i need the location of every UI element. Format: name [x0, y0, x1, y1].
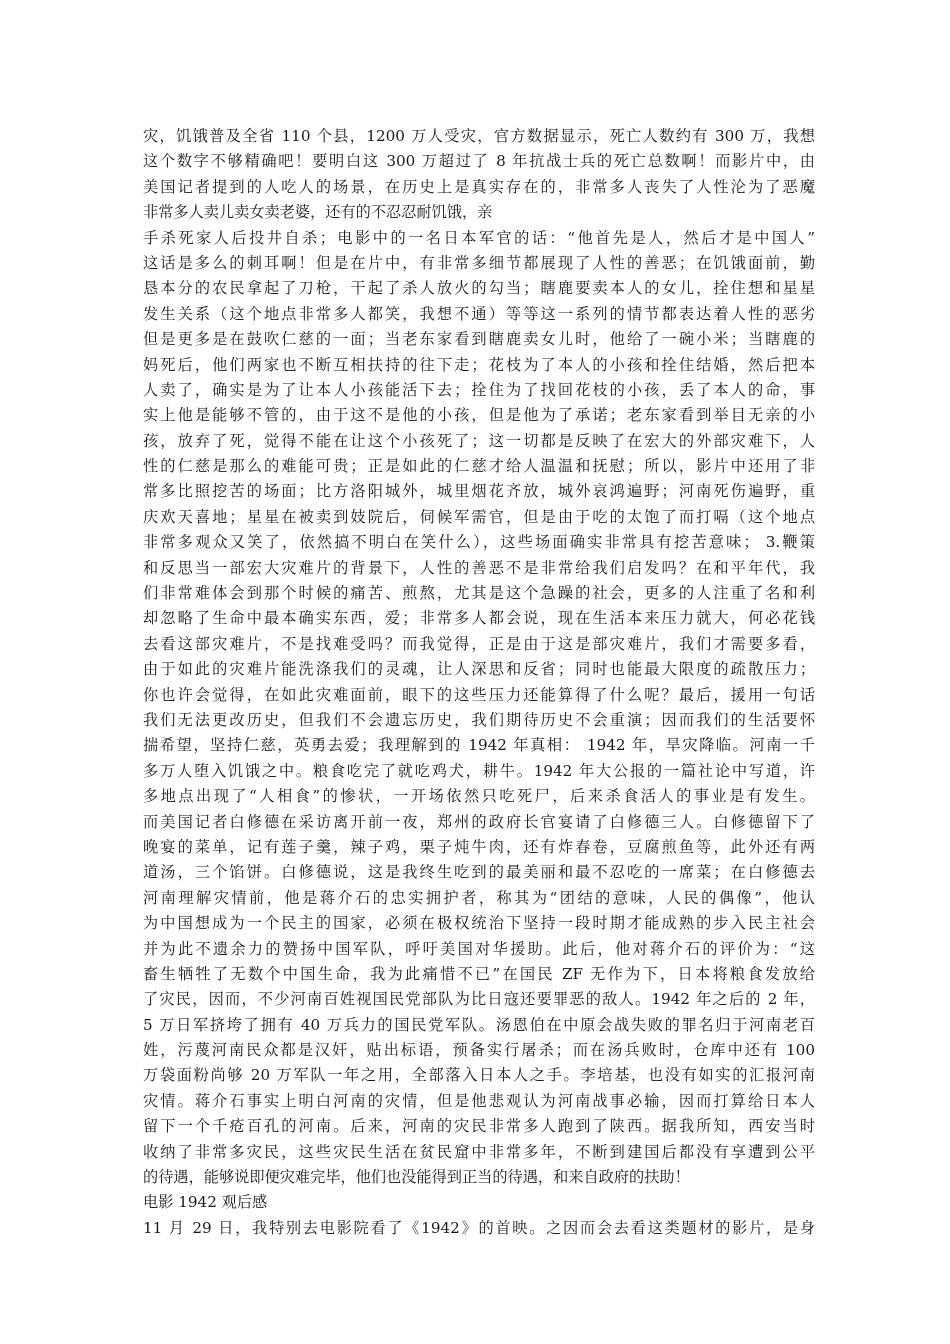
text-line: 手杀死家人后投井自杀；电影中的一名日本军官的话：“他首先是人，然后才是中国人” [143, 228, 815, 247]
text-line: 常多比照挖苦的场面；比方洛阳城外，城里烟花齐放，城外哀鸿遍野；河南死伤遍野，重 [143, 482, 815, 501]
text-line: 为中国想成为一个民主的国家，必须在极权统治下坚持一段时期才能成熟的步入民主社会 [143, 914, 815, 933]
text-line: 孩，放弃了死，觉得不能在让这个小孩死了；这一切都是反映了在宏大的外部灾难下，人 [143, 431, 815, 450]
text-line: 这个数字不够精确吧！要明白这 300 万超过了 8 年抗战士兵的死亡总数啊！而影片中，由 [143, 152, 815, 171]
text-line: 这话是多么的刺耳啊！但是在片中，有非常多细节都展现了人性的善恶；在饥饿面前，勤 [143, 253, 815, 272]
text-line: 发生关系（这个地点非常多人都笑，我想不通）等等这一系列的情节都表达着人性的恶劣 [143, 304, 815, 323]
text-line: 但是更多是在鼓吹仁慈的一面；当老东家看到瞎鹿卖女儿时，他给了一碗小米；当瞎鹿的 [143, 330, 815, 349]
text-line: 庆欢天喜地；星星在被卖到妓院后，伺候军需官，但是由于吃的太饱了而打嗝（这个地点 [143, 507, 815, 526]
text-line: 了灾民，因而，不少河南百姓视国民党部队为比日寇还要罪恶的敌人。1942 年之后的 2 年， [143, 990, 815, 1009]
text-line: 非常多观众又笑了，依然搞不明白在笑什么），这些场面确实非常具有挖苦意味； 3.鞭策 [143, 533, 815, 552]
text-line: 灾情。蒋介石事实上明白河南的灾情，但是他悲观认为河南战事必输，因而打算给日本人 [143, 1091, 815, 1110]
text-line: 却忽略了生命中最本确实东西，爱；非常多人都会说，现在生活本来压力就大，何必花钱 [143, 609, 815, 628]
text-line: 电影 1942 观后感 [143, 1193, 268, 1212]
text-line: 的待遇，能够说即便灾难完毕，他们也没能得到正当的待遇，和来自政府的扶助！ [143, 1168, 690, 1187]
text-line: 美国记者提到的人吃人的场景，在历史上是真实存在的，非常多人丧失了人性沦为了恶魔 [143, 177, 815, 196]
text-line: 由于如此的灾难片能洗涤我们的灵魂，让人深思和反省；同时也能最大限度的疏散压力； [143, 660, 815, 679]
text-line: 去看这部灾难片，不是找难受吗？而我觉得，正是由于这是部灾难片，我们才需要多看， [143, 634, 815, 653]
text-line: 揣希望，坚持仁慈，英勇去爱；我理解到的 1942 年真相： 1942 年，旱灾降临。河南一千 [143, 736, 815, 755]
text-line: 们非常难体会到那个时候的痛苦、煎熬，尤其是这个急躁的社会，更多的人注重了名和利 [143, 584, 815, 603]
text-line: 并为此不遗余力的赞扬中国军队，呼吁美国对华援助。此后，他对蒋介石的评价为：“这 [143, 939, 815, 958]
text-line: 我们无法更改历史，但我们不会遗忘历史，我们期待历史不会重演；因而我们的生活要怀 [143, 710, 815, 729]
text-line: 性的仁慈是那么的难能可贵；正是如此的仁慈才给人温温和抚慰；所以，影片中还用了非 [143, 457, 815, 476]
text-line: 河南理解灾情前，他是蒋介石的忠实拥护者，称其为“团结的意味，人民的偶像”，他认 [143, 888, 815, 907]
text-line: 实上他是能够不管的，由于这不是他的小孩，但是他为了承诺；老东家看到举目无亲的小 [143, 406, 815, 425]
text-line: 多地点出现了“人相食”的惨状，一开场依然只吃死尸，后来杀食活人的事业是有发生。 [143, 787, 815, 806]
text-line: 你也许会觉得，在如此灾难面前，眼下的这些压力还能算得了什么呢？最后，援用一句话 [143, 685, 815, 704]
text-line: 5 万日军挤垮了拥有 40 万兵力的国民党军队。汤恩伯在中原会战失败的罪名归于河南老百 [143, 1015, 815, 1034]
text-line: 姓，污蔑河南民众都是汉奸，贴出标语，预备实行屠杀；而在汤兵败时，仓库中还有 100 [143, 1041, 815, 1060]
text-line: 人卖了，确实是为了让本人小孩能活下去；拴住为了找回花枝的小孩，丢了本人的命，事 [143, 380, 815, 399]
text-line: 多万人堕入饥饿之中。粮食吃完了就吃鸡犬，耕牛。1942 年大公报的一篇社论中写道，许 [143, 761, 815, 780]
text-line: 晚宴的菜单，记有莲子羹，辣子鸡，栗子炖牛肉，还有炸春卷，豆腐煎鱼等，此外还有两 [143, 837, 815, 856]
text-line: 万袋面粉尚够 20 万军队一年之用，全部落入日本人之手。李培基，也没有如实的汇报河南 [143, 1066, 815, 1085]
document-body [143, 124, 815, 1241]
text-line: 灾，饥饿普及全省 110 个县，1200 万人受灾，官方数据显示，死亡人数约有 300 万，我想 [143, 127, 815, 145]
text-line: 非常多人卖儿卖女卖老婆，还有的不忍忍耐饥饿，亲 [143, 203, 493, 222]
text-line: 恳本分的农民拿起了刀枪，干起了杀人放火的勾当；瞎鹿要卖本人的女儿，拴住想和星星 [143, 279, 815, 298]
text-line: 和反思当一部宏大灾难片的背景下，人性的善恶不是非常给我们启发吗？在和平年代，我 [143, 558, 815, 577]
text-line: 妈死后，他们两家也不断互相扶持的往下走；花枝为了本人的小孩和拴住结婚，然后把本 [143, 355, 815, 374]
text-line: 留下一个千疮百孔的河南。后来，河南的灾民非常多人跑到了陕西。据我所知，西安当时 [143, 1117, 815, 1136]
text-line: 畜生牺牲了无数个中国生命，我为此痛惜不已”在国民 ZF 无作为下，日本将粮食发放给 [143, 964, 815, 983]
text-line: 收纳了非常多灾民，这些灾民生活在贫民窟中非常多年，不断到建国后都没有享遭到公平 [143, 1142, 815, 1161]
text-line: 而美国记者白修德在采访离开前一夜，郑州的政府长官宴请了白修德三人。白修德留下了 [143, 812, 815, 831]
text-line: 道汤，三个馅饼。白修德说，这是我终生吃到的最美丽和最不忍吃的一席菜；在白修德去 [143, 863, 815, 882]
text-line: 11 月 29 日，我特别去电影院看了《1942》的首映。之因而会去看这类题材的影片，是身 [143, 1218, 815, 1237]
